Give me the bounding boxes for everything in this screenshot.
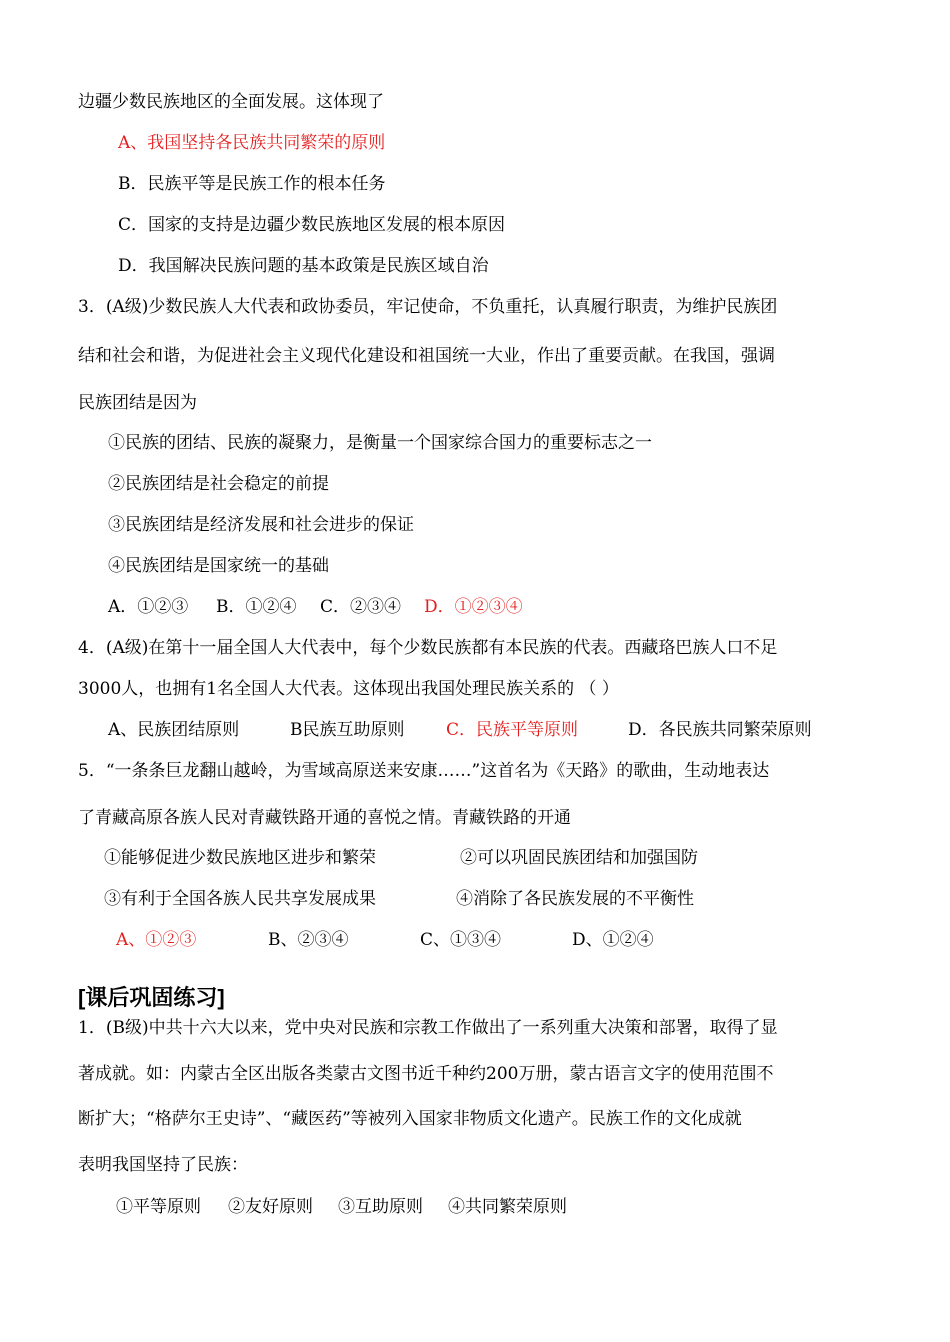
q4-choice-d: D．各民族共同繁荣原则 <box>628 720 812 740</box>
q3-stem-line-3: 民族团结是因为 <box>78 393 197 413</box>
section-title: [课后巩固练习] <box>78 985 225 1010</box>
q3-choices <box>108 595 868 619</box>
q3-choice-c: C．②③④ <box>320 597 402 617</box>
q5-stem-line-2: 了青藏高原各族人民对青藏铁路开通的喜悦之情。青藏铁路的开通 <box>78 808 571 828</box>
q4-choice-a: A、民族团结原则 <box>108 720 240 740</box>
q3-choice-b: B．①②④ <box>216 597 297 617</box>
p1-item-3: ③互助原则 <box>338 1197 423 1217</box>
q3-item-3: ③民族团结是经济发展和社会进步的保证 <box>108 515 414 535</box>
q5-item-1: ①能够促进少数民族地区进步和繁荣 <box>104 848 376 868</box>
q5-choice-a-answer: A、①②③ <box>116 930 197 950</box>
q5-item-2: ②可以巩固民族团结和加强国防 <box>460 848 698 868</box>
q5-choices <box>116 928 876 952</box>
q3-stem-line-2: 结和社会和谐，为促进社会主义现代化建设和祖国统一大业，作出了重要贡献。在我国，强调 <box>78 346 775 366</box>
p1-item-4: ④共同繁荣原则 <box>448 1197 567 1217</box>
p1-stem-line-3: 断扩大；“格萨尔王史诗”、“藏医药”等被列入国家非物质文化遗产。民族工作的文化成就 <box>78 1109 742 1129</box>
q3-item-1: ①民族的团结、民族的凝聚力，是衡量一个国家综合国力的重要标志之一 <box>108 433 652 453</box>
q3-choice-d-answer: D．①②③④ <box>424 597 523 617</box>
q4-choice-c-answer: C．民族平等原则 <box>446 720 579 740</box>
q3-item-4: ④民族团结是国家统一的基础 <box>108 556 329 576</box>
q5-choice-c: C、①③④ <box>420 930 502 950</box>
q3-stem-line-1: 3．(A级)少数民族人大代表和政协委员，牢记使命，不负重托，认真履行职责，为维护民族团 <box>78 297 778 317</box>
q5-stem-line-1: 5．“一条条巨龙翻山越岭，为雪域高原送来安康……”这首名为《天路》的歌曲，生动地表达 <box>78 761 770 781</box>
q5-choice-d: D、①②④ <box>572 930 654 950</box>
q5-item-4: ④消除了各民族发展的不平衡性 <box>456 889 694 909</box>
q2-option-d: D．我国解决民族问题的基本政策是民族区域自治 <box>118 256 489 276</box>
p1-item-2: ②友好原则 <box>228 1197 313 1217</box>
q3-item-2: ②民族团结是社会稳定的前提 <box>108 474 329 494</box>
q2-option-b: B．民族平等是民族工作的根本任务 <box>118 174 386 194</box>
q4-choice-b: B民族互助原则 <box>290 720 405 740</box>
q4-stem-line-1: 4．(A级)在第十一届全国人大代表中，每个少数民族都有本民族的代表。西藏珞巴族人口不足 <box>78 638 778 658</box>
p1-stem-line-2: 著成就。如：内蒙古全区出版各类蒙古文图书近千种约200万册，蒙古语言文字的使用范围不 <box>78 1064 774 1084</box>
p1-items <box>116 1195 876 1219</box>
q5-item-3: ③有利于全国各族人民共享发展成果 <box>104 889 376 909</box>
q2-option-a-answer: A、我国坚持各民族共同繁荣的原则 <box>118 133 386 153</box>
p1-stem-line-4: 表明我国坚持了民族： <box>78 1155 248 1175</box>
p1-stem-line-1: 1．(B级)中共十六大以来，党中央对民族和宗教工作做出了一系列重大决策和部署，取得了显 <box>78 1018 778 1038</box>
q2-option-c: C．国家的支持是边疆少数民族地区发展的根本原因 <box>118 215 506 235</box>
q4-choices <box>108 718 888 742</box>
q5-items-row-2 <box>104 887 884 911</box>
q4-stem-line-2: 3000人，也拥有1名全国人大代表。这体现出我国处理民族关系的 （ ） <box>78 679 619 699</box>
q5-choice-b: B、②③④ <box>268 930 349 950</box>
q3-choice-a: A．①②③ <box>108 597 189 617</box>
p1-item-1: ①平等原则 <box>116 1197 201 1217</box>
q5-items-row-1 <box>104 846 884 870</box>
q2-stem-tail: 边疆少数民族地区的全面发展。这体现了 <box>78 92 384 112</box>
